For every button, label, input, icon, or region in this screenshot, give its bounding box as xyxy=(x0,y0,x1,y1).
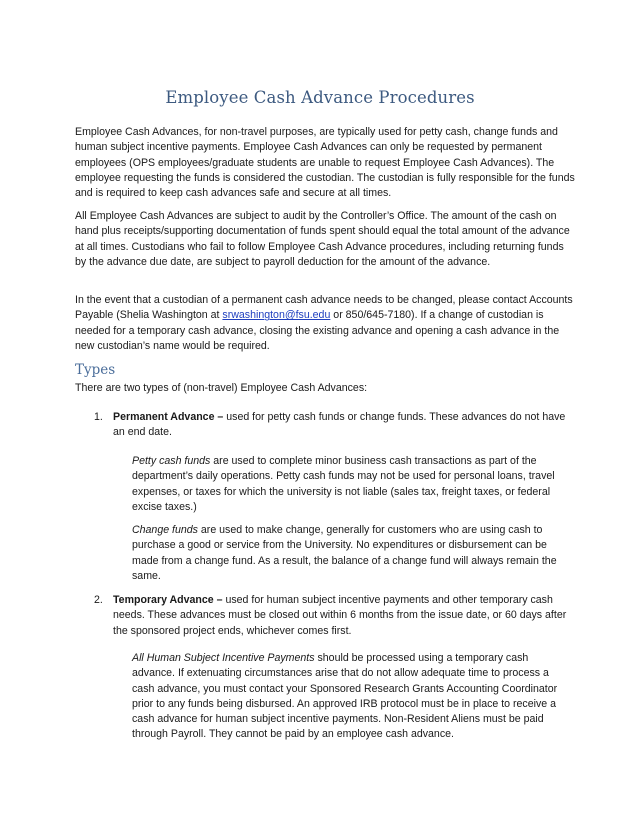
italic-lead: Change funds xyxy=(132,524,198,536)
list-item-permanent-advance xyxy=(94,410,573,441)
petty-cash-paragraph xyxy=(132,454,572,515)
email-link[interactable]: srwashington@fsu.edu xyxy=(222,309,331,322)
section-heading-types: Types xyxy=(75,362,116,378)
sub-paragraph-text: should be processed using a temporary cash advance. If extenuating circumstances arise that do not allow adequate time to process a cash advance, you must contact your Sponsored Research Grants Accounting Coordinator prior to any funds being disbursed. An approved IRB protocol must be in place to receive a cash advance for human subject incentive payments. Non-Resident Aliens must be paid through Payroll. They cannot be paid by an employee cash advance. xyxy=(132,652,558,741)
human-subject-paragraph xyxy=(132,651,572,743)
contact-text-before: In the event that a custodian of a permanent cash advance needs to be changed, please contact Accounts Payable (Shelia Washington at xyxy=(75,294,573,322)
sub-paragraph-text: are used to complete minor business cash transactions as part of the department’s daily operations. Petty cash funds may not be used for personal loans, travel expenses, or taxes for which the university is not liable (sales tax, freight taxes, or federal excise taxes.) xyxy=(132,455,555,513)
intro-paragraph-1: Employee Cash Advances, for non-travel purposes, are typically used for petty cash, change funds and human subject incentive payments. Employee Cash Advances can only be requested by permanent employees (OPS employees/graduate students are unable to request Employee Cash Advances). The employee requesting the funds is considered the custodian. The custodian is fully responsible for the funds and is required to keep cash advances safe and secure at all times. xyxy=(75,126,575,200)
page-title: Employee Cash Advance Procedures xyxy=(165,88,475,107)
contact-paragraph xyxy=(75,293,575,354)
list-number: 1. xyxy=(94,411,103,423)
list-description: used for petty cash funds or change funds. These advances do not have an end date. xyxy=(113,411,566,439)
sub-paragraph-text: are used to make change, generally for customers who are using cash to purchase a good or service from the University. No expenditures or disbursement can be made from a change fund. As a result, the balance of a change fund will always remain the same. xyxy=(132,524,557,582)
contact-text-after: or 850/645-7180). If a change of custodian is needed for a temporary cash advance, closing the existing advance and opening a cash advance in the new custodian’s name would be required. xyxy=(75,309,560,352)
list-term: Temporary Advance – xyxy=(113,594,223,606)
types-intro: There are two types of (non-travel) Employee Cash Advances: xyxy=(75,382,368,394)
italic-lead: Petty cash funds xyxy=(132,455,211,467)
change-funds-paragraph xyxy=(132,523,572,584)
list-term: Permanent Advance – xyxy=(113,411,224,423)
intro-paragraph-2: All Employee Cash Advances are subject to audit by the Controller’s Office. The amount of the cash on hand plus receipts/supporting documentation of funds spent should equal the total amount of the advance at all times. Custodians who fail to follow Employee Cash Advance procedures, including returning funds by the advance due date, are subject to payroll deduction for the amount of the advance. xyxy=(75,210,570,268)
list-item-temporary-advance xyxy=(94,593,573,639)
list-number: 2. xyxy=(94,594,103,606)
list-description: used for human subject incentive payments and other temporary cash needs. These advances must be closed out within 6 months from the issue date, or 60 days after the sponsored project ends, whichever comes first. xyxy=(113,594,567,637)
italic-lead: All Human Subject Incentive Payments xyxy=(132,652,315,664)
